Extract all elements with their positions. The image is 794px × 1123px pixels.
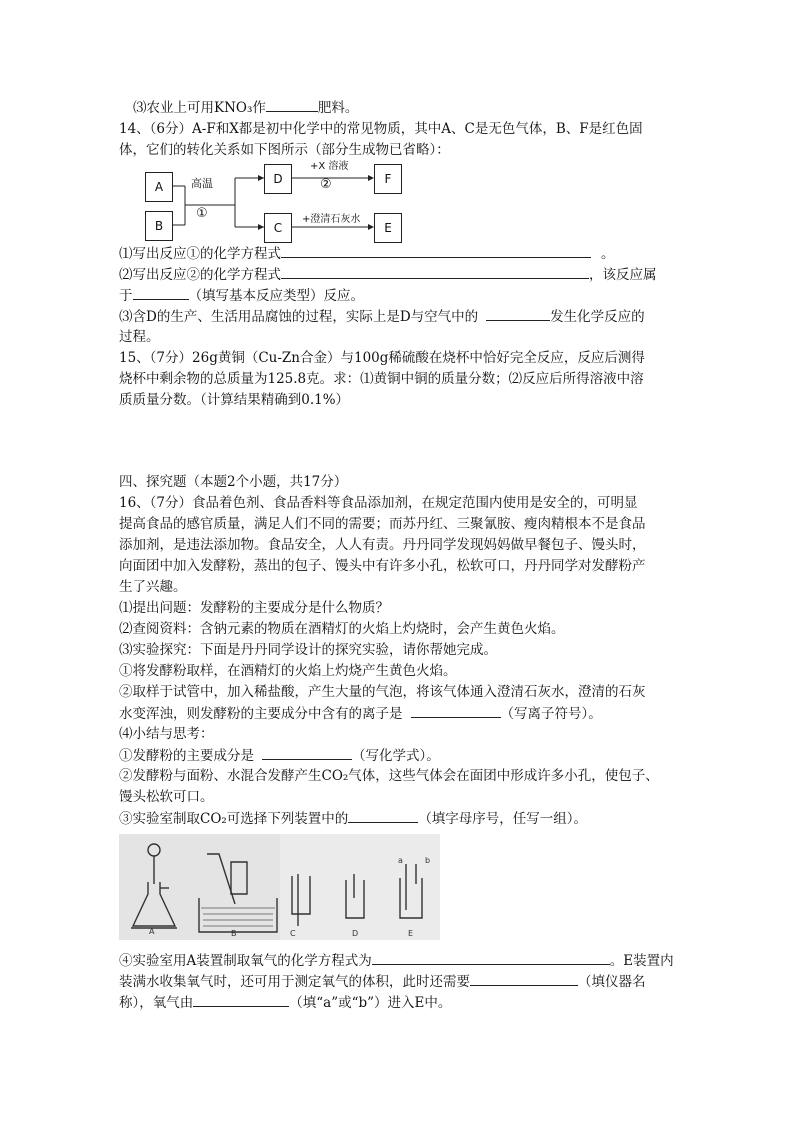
step-3a: ①将发酵粉取样，在酒精灯的火焰上灼烧产生黄色火焰。 xyxy=(119,663,457,679)
q14-3b: 过程。 xyxy=(119,329,160,345)
apparatus-label-c: C xyxy=(290,929,296,938)
q16-line-4: 向面团中加入发酵粉，蒸出的包子、馒头中有许多小孔，松软可口，丹丹同学对发酵粉产 xyxy=(119,558,646,574)
equation-1-blank[interactable] xyxy=(281,243,591,258)
x-solution-label: +X 溶液 xyxy=(310,161,349,172)
equation-2-blank[interactable] xyxy=(281,264,589,279)
step-4b: ②发酵粉与面粉、水混合发酵产生CO₂气体，这些气体会在面团中形成许多小孔，使包子、 xyxy=(119,768,659,784)
box-b: B xyxy=(145,211,173,241)
reaction-type-blank[interactable] xyxy=(133,285,189,300)
box-d: D xyxy=(264,164,292,194)
q13-3: ⑶农业上可用KNO₃作 肥料。 xyxy=(133,97,358,118)
port-a-label: a xyxy=(398,856,403,865)
apparatus-label-d: D xyxy=(352,929,359,938)
step-4c: 馒头松软可口。 xyxy=(119,789,214,805)
q14-intro-2: 体，它们的转化关系如下图所示（部分生成物已省略）： xyxy=(119,142,450,158)
step-3: ⑶实验探究：下面是丹丹同学设计的探究实验，请你帮她完成。 xyxy=(119,642,497,658)
step-2: ⑵查阅资料：含钠元素的物质在酒精灯的火焰上灼烧时，会产生黄色火焰。 xyxy=(119,621,565,637)
q15-line-3: 质质量分数。（计算结果精确到0.1%） xyxy=(119,392,350,408)
q16-line-1: 16、（7分）食品着色剂、食品香料等食品添加剂，在规定范围内使用是安全的，可明显 xyxy=(119,495,638,511)
q15-line-1: 15、（7分）26g黄铜（Cu-Zn合金）与100g稀硫酸在烧杯中恰好完全反应，反应后测得 xyxy=(119,350,645,366)
q16-line-2: 提高食品的感官质量，满足人们不同的需要；而苏丹红、三聚氰胺、瘦肉精根本不是食品 xyxy=(119,516,646,532)
q14-1: ⑴写出反应①的化学方程式 。 xyxy=(119,243,615,264)
apparatus-label-b: B xyxy=(231,929,237,938)
apparatus-photo-ab xyxy=(119,834,280,940)
box-a: A xyxy=(145,172,173,202)
q14-intro-1: 14、（6分）A-F和X都是初中化学中的常见物质，其中A、C是无色气体，B、F是红色固 xyxy=(119,121,643,137)
step-4: ⑷小结与思考： xyxy=(119,726,214,742)
section-4-heading: 四、探究题（本题2个小题，共17分） xyxy=(119,474,348,490)
box-c: C xyxy=(264,213,292,243)
q16-line-3: 添加剂，是违法添加物。食品安全，人人有责。丹丹同学发现妈妈做早餐包子、馒头时， xyxy=(119,537,646,553)
limewater-label: +澄清石灰水 xyxy=(302,214,361,225)
high-temp-label: 高温 xyxy=(191,177,213,190)
formula-blank[interactable] xyxy=(262,745,352,760)
apparatus-blank[interactable] xyxy=(348,808,418,823)
q14-2: ⑵写出反应②的化学方程式 ，该反应属 xyxy=(119,264,657,285)
apparatus-cde-drawing xyxy=(280,834,440,940)
reaction-diagram xyxy=(140,160,440,245)
apparatus-photo-cde xyxy=(280,834,440,940)
q14-3: ⑶含D的生产、生活用品腐蚀的过程，实际上是D与空气中的 发生化学反应的 xyxy=(119,306,645,327)
apparatus-label-a: A xyxy=(149,927,155,936)
step-4f: 装满水收集氧气时，还可用于测定氧气的体积，此时还需要 （填仪器名 xyxy=(119,971,646,992)
q14-2b: 于 （填写基本反应类型）反应。 xyxy=(119,285,364,306)
step-3c: 水变浑浊，则发酵粉的主要成分中含有的离子是 （写离子符号）。 xyxy=(119,703,602,724)
step-4d: ③实验室制取CO₂可选择下列装置中的 （填字母序号，任写一组）。 xyxy=(119,808,587,829)
reaction-2-number: ② xyxy=(320,177,332,192)
fertilizer-blank[interactable] xyxy=(266,97,318,112)
q15-line-2: 烧杯中剩余物的总质量为125.8克。求：⑴黄铜中铜的质量分数；⑵反应后所得溶液中溶 xyxy=(119,371,644,387)
instrument-blank[interactable] xyxy=(470,971,578,986)
air-component-blank[interactable] xyxy=(486,306,550,321)
step-4e: ④实验室用A装置制取氧气的化学方程式为 。E装置内 xyxy=(119,950,674,971)
step-4a: ①发酵粉的主要成分是 （写化学式）。 xyxy=(119,745,440,766)
box-f: F xyxy=(374,164,402,194)
step-1: ⑴提出问题：发酵粉的主要成分是什么物质？ xyxy=(119,600,389,616)
apparatus-ab-drawing xyxy=(119,834,280,940)
oxygen-equation-blank[interactable] xyxy=(372,950,610,965)
ion-blank[interactable] xyxy=(411,703,501,718)
q16-line-5: 生了兴趣。 xyxy=(119,579,187,595)
reaction-1-number: ① xyxy=(196,206,208,221)
port-blank[interactable] xyxy=(193,992,289,1007)
port-b-label: b xyxy=(425,856,431,865)
apparatus-label-e: E xyxy=(408,929,414,938)
step-3b: ②取样于试管中，加入稀盐酸，产生大量的气泡，将该气体通入澄清石灰水，澄清的石灰 xyxy=(119,684,646,700)
box-e: E xyxy=(374,213,402,243)
step-4g: 称），氧气由 （填“a”或“b”）进入E中。 xyxy=(119,992,451,1013)
